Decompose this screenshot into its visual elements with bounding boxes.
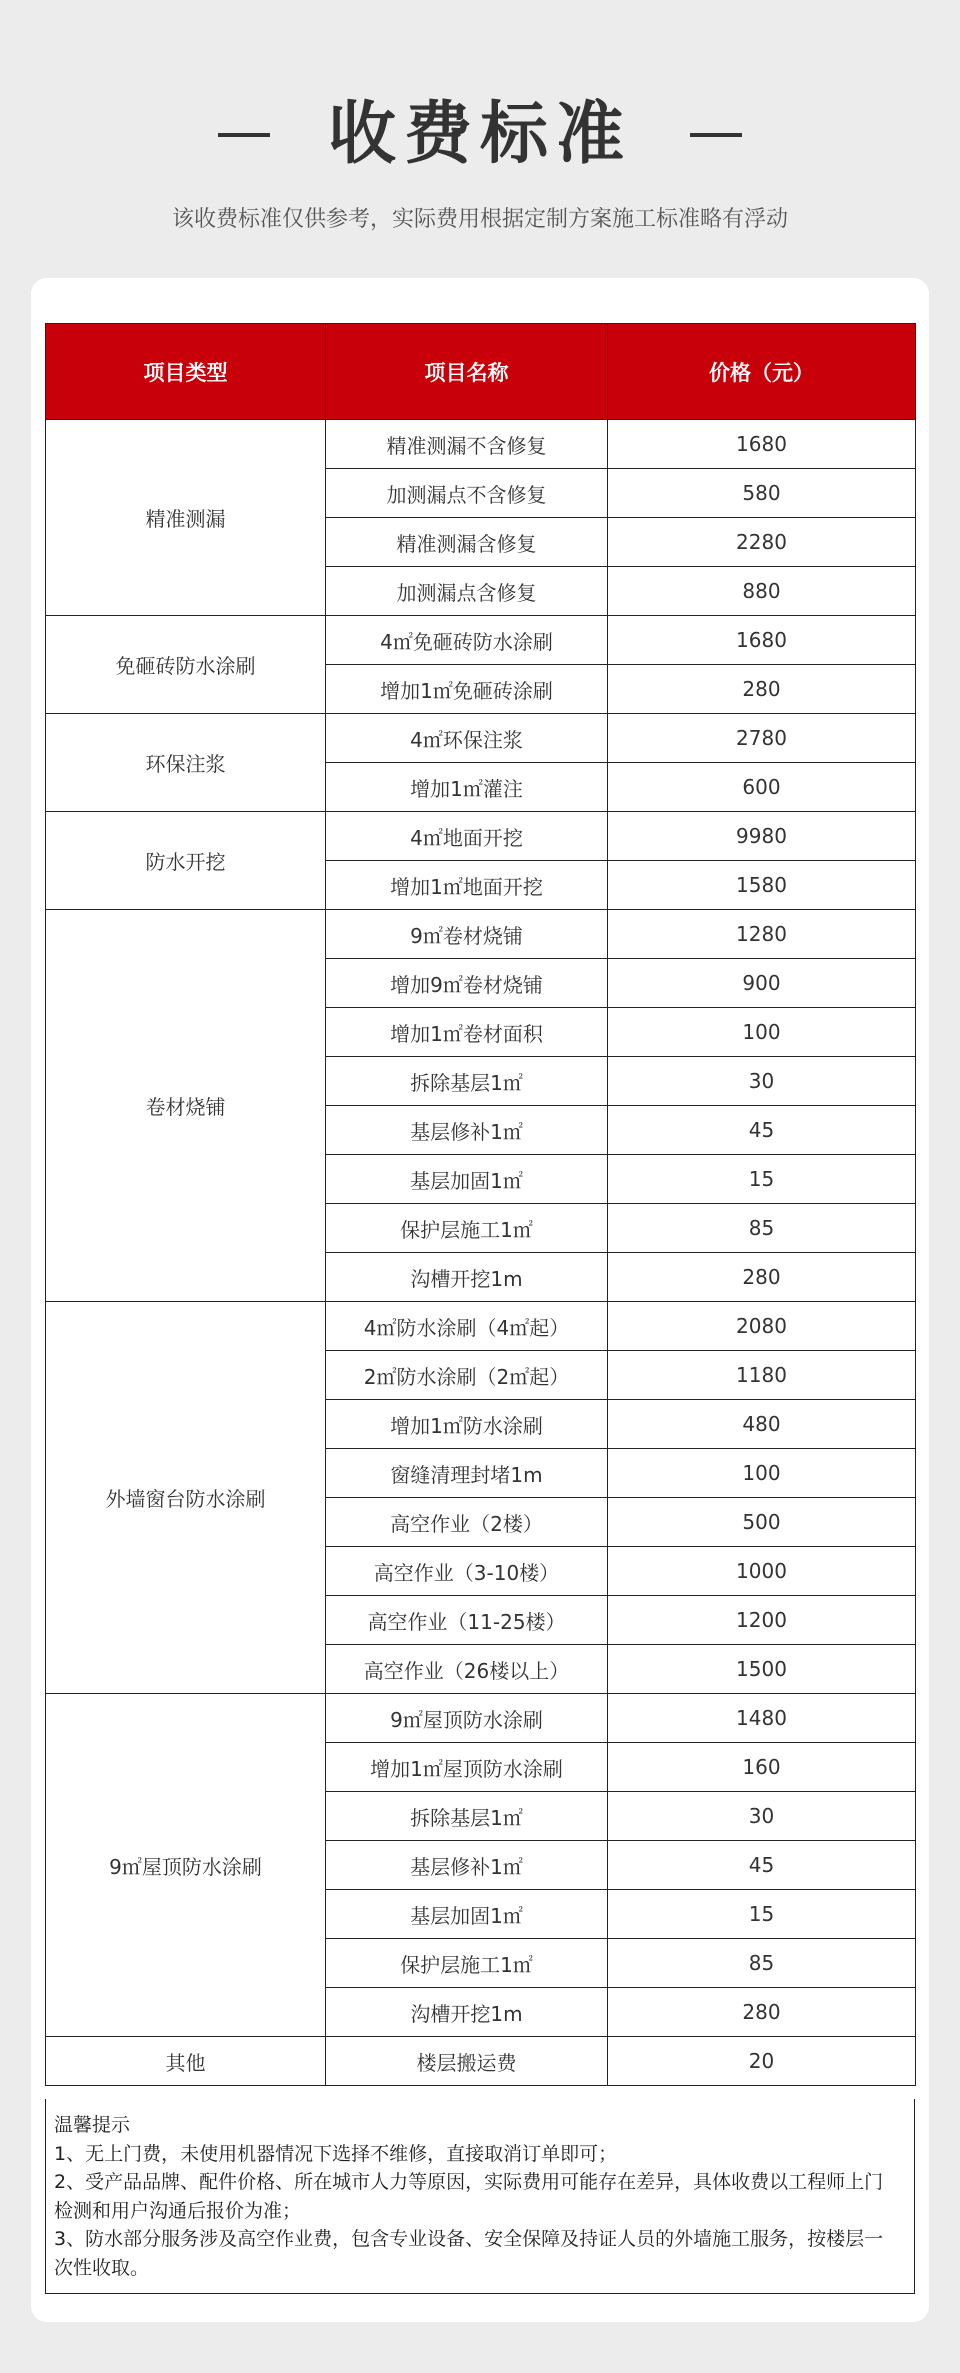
price-cell: 1280 [608, 910, 916, 959]
notes-box [45, 2099, 915, 2294]
table-row [46, 2037, 916, 2086]
price-cell: 45 [608, 1841, 916, 1890]
price-card [31, 278, 929, 2322]
price-cell: 15 [608, 1890, 916, 1939]
category-cell: 环保注浆 [46, 714, 326, 812]
price-cell: 9980 [608, 812, 916, 861]
price-cell: 280 [608, 1253, 916, 1302]
price-cell: 85 [608, 1939, 916, 1988]
price-cell: 45 [608, 1106, 916, 1155]
price-cell: 1000 [608, 1547, 916, 1596]
item-name-cell: 沟槽开挖1m [326, 1988, 608, 2037]
table-row [46, 1302, 916, 1351]
price-cell: 1680 [608, 420, 916, 469]
category-cell: 防水开挖 [46, 812, 326, 910]
price-cell: 1680 [608, 616, 916, 665]
page-subtitle: 该收费标准仅供参考，实际费用根据定制方案施工标准略有浮动 [171, 207, 788, 232]
notes-heading: 温馨提示 [54, 2114, 131, 2136]
price-cell: 1580 [608, 861, 916, 910]
item-name-cell: 沟槽开挖1m [326, 1253, 608, 1302]
item-name-cell: 高空作业（2楼） [326, 1498, 608, 1547]
price-cell: 880 [608, 567, 916, 616]
price-cell: 1200 [608, 1596, 916, 1645]
column-header-price: 价格（元） [608, 324, 916, 420]
item-name-cell: 2㎡防水涂刷（2㎡起） [326, 1351, 608, 1400]
title-dash-right [690, 133, 742, 137]
price-cell: 20 [608, 2037, 916, 2086]
item-name-cell: 9㎡卷材烧铺 [326, 910, 608, 959]
item-name-cell: 加测漏点含修复 [326, 567, 608, 616]
notes-item: 1、无上门费，未使用机器情况下选择不维修，直接取消订单即可； [54, 2142, 618, 2165]
category-cell: 免砸砖防水涂刷 [46, 616, 326, 714]
page-title: 收费标准 [327, 95, 632, 174]
price-cell: 1180 [608, 1351, 916, 1400]
price-cell: 2080 [608, 1302, 916, 1351]
item-name-cell: 4㎡免砸砖防水涂刷 [326, 616, 608, 665]
column-header-name: 项目名称 [326, 324, 608, 420]
item-name-cell: 高空作业（11-25楼） [326, 1596, 608, 1645]
item-name-cell: 增加1㎡防水涂刷 [326, 1400, 608, 1449]
price-cell: 160 [608, 1743, 916, 1792]
item-name-cell: 9㎡屋顶防水涂刷 [326, 1694, 608, 1743]
notes-item: 3、防水部分服务涉及高空作业费，包含专业设备、安全保障及持证人员的外墙施工服务，按楼层一次性收取。 [54, 2228, 884, 2279]
item-name-cell: 4㎡地面开挖 [326, 812, 608, 861]
item-name-cell: 加测漏点不含修复 [326, 469, 608, 518]
item-name-cell: 高空作业（26楼以上） [326, 1645, 608, 1694]
table-row [46, 616, 916, 665]
item-name-cell: 基层加固1㎡ [326, 1155, 608, 1204]
category-cell: 9㎡屋顶防水涂刷 [46, 1694, 326, 2037]
price-cell: 580 [608, 469, 916, 518]
item-name-cell: 窗缝清理封堵1m [326, 1449, 608, 1498]
price-cell: 30 [608, 1057, 916, 1106]
price-cell: 1480 [608, 1694, 916, 1743]
price-cell: 100 [608, 1449, 916, 1498]
title-row [0, 92, 960, 178]
item-name-cell: 拆除基层1㎡ [326, 1057, 608, 1106]
item-name-cell: 增加1㎡屋顶防水涂刷 [326, 1743, 608, 1792]
table-row [46, 812, 916, 861]
item-name-cell: 增加1㎡卷材面积 [326, 1008, 608, 1057]
column-header-type: 项目类型 [46, 324, 326, 420]
category-cell: 外墙窗台防水涂刷 [46, 1302, 326, 1694]
item-name-cell: 保护层施工1㎡ [326, 1939, 608, 1988]
item-name-cell: 增加1㎡灌注 [326, 763, 608, 812]
price-table [45, 323, 916, 2086]
price-cell: 500 [608, 1498, 916, 1547]
title-dash-left [218, 133, 270, 137]
price-cell: 2780 [608, 714, 916, 763]
item-name-cell: 保护层施工1㎡ [326, 1204, 608, 1253]
price-cell: 600 [608, 763, 916, 812]
price-cell: 1500 [608, 1645, 916, 1694]
table-header-row [46, 324, 916, 420]
price-cell: 280 [608, 1988, 916, 2037]
item-name-cell: 4㎡防水涂刷（4㎡起） [326, 1302, 608, 1351]
item-name-cell: 基层修补1㎡ [326, 1106, 608, 1155]
price-cell: 900 [608, 959, 916, 1008]
table-row [46, 714, 916, 763]
price-cell: 100 [608, 1008, 916, 1057]
category-cell: 精准测漏 [46, 420, 326, 616]
category-cell: 其他 [46, 2037, 326, 2086]
price-cell: 280 [608, 665, 916, 714]
price-cell: 2280 [608, 518, 916, 567]
item-name-cell: 基层加固1㎡ [326, 1890, 608, 1939]
price-table-body [46, 420, 916, 2086]
price-cell: 480 [608, 1400, 916, 1449]
price-cell: 85 [608, 1204, 916, 1253]
price-cell: 15 [608, 1155, 916, 1204]
item-name-cell: 增加1㎡地面开挖 [326, 861, 608, 910]
item-name-cell: 楼层搬运费 [326, 2037, 608, 2086]
notes-item: 2、受产品品牌、配件价格、所在城市人力等原因，实际费用可能存在差异，具体收费以工程师上门检测和用户沟通后报价为准； [54, 2171, 884, 2222]
category-cell: 卷材烧铺 [46, 910, 326, 1302]
item-name-cell: 基层修补1㎡ [326, 1841, 608, 1890]
page-header [0, 0, 960, 278]
item-name-cell: 增加9㎡卷材烧铺 [326, 959, 608, 1008]
item-name-cell: 拆除基层1㎡ [326, 1792, 608, 1841]
item-name-cell: 4㎡环保注浆 [326, 714, 608, 763]
table-row [46, 910, 916, 959]
price-cell: 30 [608, 1792, 916, 1841]
table-row [46, 420, 916, 469]
item-name-cell: 高空作业（3-10楼） [326, 1547, 608, 1596]
item-name-cell: 精准测漏含修复 [326, 518, 608, 567]
item-name-cell: 精准测漏不含修复 [326, 420, 608, 469]
table-row [46, 1694, 916, 1743]
item-name-cell: 增加1㎡免砸砖涂刷 [326, 665, 608, 714]
